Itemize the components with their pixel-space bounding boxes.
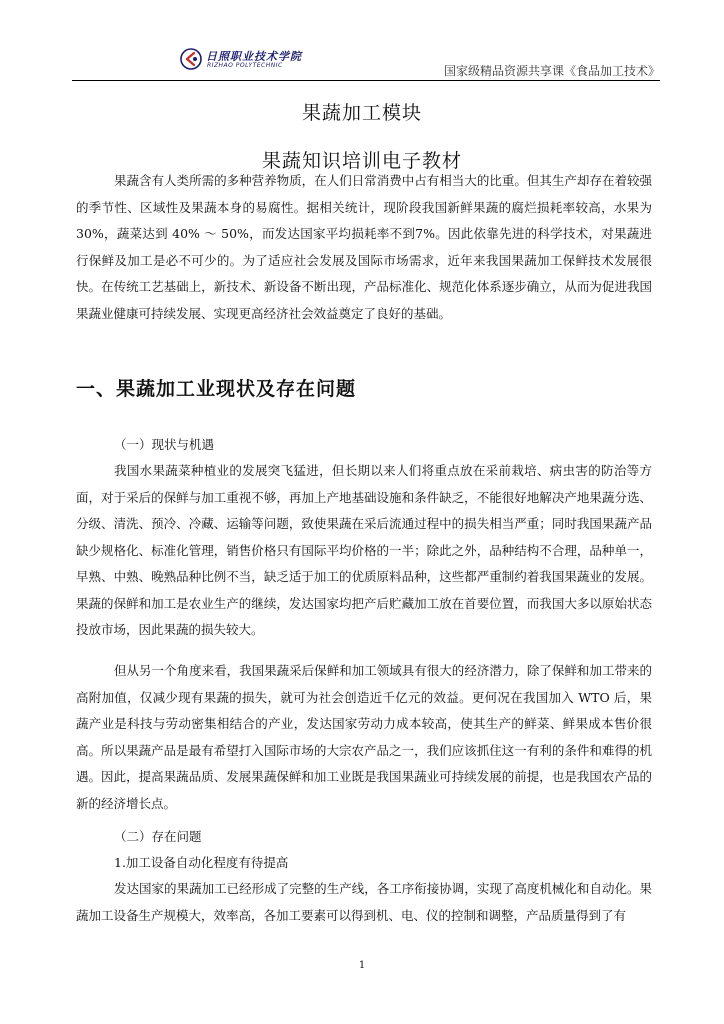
header-divider (72, 80, 660, 81)
course-label: 国家级精品资源共享课《食品加工技术》 (443, 64, 660, 78)
school-logo (180, 46, 340, 76)
problem-item-1: 1.加工设备自动化程度有待提高 (114, 855, 289, 870)
logo-text-english: RIZHAO POLYTECHNIC (207, 62, 283, 69)
module-title: 果蔬加工模块 (301, 102, 422, 124)
subsection-heading-problems: （二）存在问题 (114, 829, 202, 844)
subsection-heading-status: （一）现状与机遇 (114, 437, 215, 452)
section-heading: 一、果蔬加工业现状及存在问题 (76, 378, 357, 400)
problem-paragraph-1: 发达国家的果蔬加工已经形成了完整的生产线，各工序衔接协调，实现了高度机械化和自动化。果蔬加工设备生产规模大，效率高，各加工要素可以得到机、电、仪的控制和调整，产品质量得到了有 (76, 881, 652, 923)
page-number: 1 (358, 960, 366, 971)
page-header (72, 38, 660, 82)
logo-text-chinese: 日照职业技术学院 (206, 50, 302, 63)
material-title: 果蔬知识培训电子教材 (261, 150, 462, 172)
status-paragraph-2: 但从另一个角度来看，我国果蔬采后保鲜和加工领域具有很大的经济潜力，除了保鲜和加工带来的高附加值，仅减少现有果蔬的损失，就可为社会创造近千亿元的效益。更何况在我国加入 WTO 后，果蔬产业是科技与劳动密集相结合的产业，发达国家劳动力成本较高，使其生产的鲜菜、鲜果成本售价很高。所以果蔬产品是最有希望打入国际市场的大宗农产品之一，我们应该抓住这一有利的条件和难得的机遇。因此，提高果蔬品质、发展果蔬保鲜和加工业既是我国果蔬业可持续发展的前提，也是我国农产品的新的经济增长点。 (76, 663, 652, 811)
intro-paragraph: 果蔬含有人类所需的多种营养物质，在人们日常消费中占有相当大的比重。但其生产却存在着较强的季节性、区域性及果蔬本身的易腐性。据相关统计，现阶段我国新鲜果蔬的腐烂损耗率较高，水果为 30%，蔬菜达到 40% ～ 50%，而发达国家平均损耗率不到7%。因此依靠先进的科学技术，对果蔬进行保鲜及加工是必不可少的。为了适应社会发展及国际市场需求，近年来我国果蔬加工保鲜技术发展很快。在传统工艺基础上，新技术、新设备不断出现，产品标准化、规范化体系逐步确立，从而为促进我国果蔬业健康可持续发展、实现更高经济社会效益奠定了良好的基础。 (76, 173, 652, 321)
status-paragraph-1: 我国水果蔬菜种植业的发展突飞猛进，但长期以来人们将重点放在采前栽培、病虫害的防治等方面，对于采后的保鲜与加工重视不够，再加上产地基础设施和条件缺乏，不能很好地解决产地果蔬分选、分级、清洗、预冷、冷藏、运输等问题，致使果蔬在采后流通过程中的损失相当严重；同时我国果蔬产品缺少规格化、标准化管理，销售价格只有国际平均价格的一半；除此之外，品种结构不合理，品种单一，早熟、中熟、晚熟品种比例不当，缺乏适于加工的优质原料品种，这些都严重制约着我国果蔬业的发展。果蔬的保鲜和加工是农业生产的继续，发达国家均把产后贮藏加工放在首要位置，而我国大多以原始状态投放市场，因此果蔬的损失较大。 (76, 463, 652, 637)
school-emblem-icon (180, 48, 202, 70)
